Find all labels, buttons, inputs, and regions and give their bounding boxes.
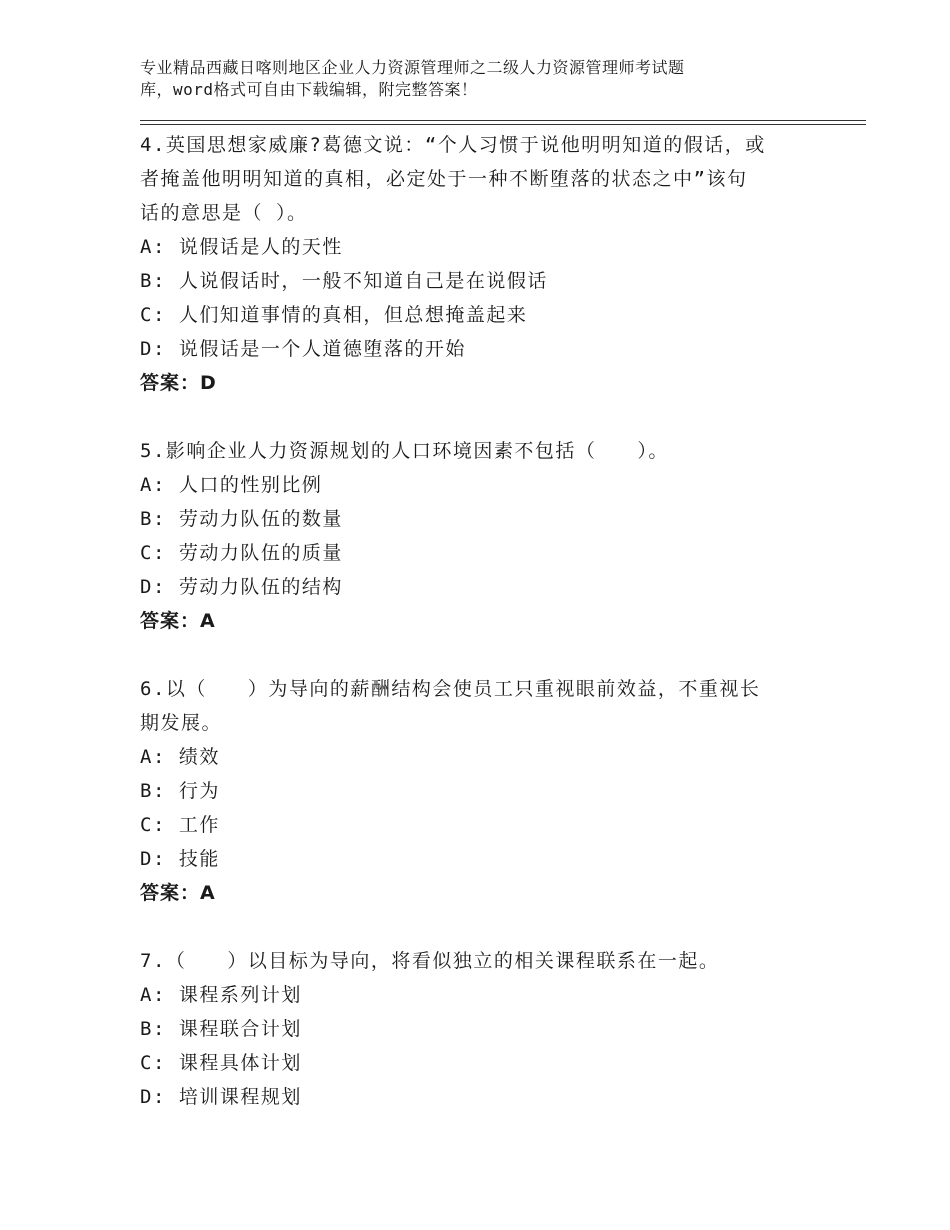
document-header: [140, 57, 780, 101]
option-d: D: 说假话是一个人道德堕落的开始: [140, 338, 466, 360]
question-stem-line: 7.（ ）以目标为导向，将看似独立的相关课程联系在一起。: [140, 950, 720, 972]
option-a: A: 课程系列计划: [140, 984, 302, 1006]
question-7: [140, 944, 820, 1114]
option-b: B: 劳动力队伍的数量: [140, 508, 343, 530]
question-5: [140, 434, 820, 638]
question-4: [140, 128, 820, 400]
option-a: A: 说假话是人的天性: [140, 236, 343, 258]
option-b: B: 人说假话时，一般不知道自己是在说假话: [140, 270, 548, 292]
option-b: B: 行为: [140, 780, 220, 802]
answer-label: 答案：A: [140, 882, 216, 904]
question-stem-line: 5.影响企业人力资源规划的人口环境因素不包括（ ）。: [140, 440, 669, 462]
header-rule-thick: [140, 124, 866, 125]
option-d: D: 劳动力队伍的结构: [140, 576, 343, 598]
spacer: [140, 910, 820, 944]
question-stem-line: 话的意思是（ ）。: [140, 202, 308, 224]
answer-label: 答案：D: [140, 372, 217, 394]
option-c: C: 劳动力队伍的质量: [140, 542, 343, 564]
option-c: C: 工作: [140, 814, 220, 836]
option-d: D: 培训课程规划: [140, 1086, 302, 1108]
question-stem-line: 4.英国思想家威廉?葛德文说：“个人习惯于说他明明知道的假话，或: [140, 134, 766, 156]
option-b: B: 课程联合计划: [140, 1018, 302, 1040]
header-line-2: 库，word格式可自由下载编辑，附完整答案！: [140, 80, 478, 99]
question-stem-line: 6.以（ ）为导向的薪酬结构会使员工只重视眼前效益，不重视长: [140, 678, 761, 700]
answer-label: 答案：A: [140, 610, 216, 632]
header-line-1: 专业精品西藏日喀则地区企业人力资源管理师之二级人力资源管理师考试题: [140, 58, 685, 77]
option-c: C: 课程具体计划: [140, 1052, 302, 1074]
option-a: A: 人口的性别比例: [140, 474, 323, 496]
option-a: A: 绩效: [140, 746, 220, 768]
question-stem-line: 期发展。: [140, 712, 223, 734]
question-list: [140, 128, 820, 1114]
header-rule-thin: [140, 120, 866, 121]
question-stem-line: 者掩盖他明明知道的真相，必定处于一种不断堕落的状态之中”该句: [140, 168, 748, 190]
option-c: C: 人们知道事情的真相，但总想掩盖起来: [140, 304, 528, 326]
option-d: D: 技能: [140, 848, 220, 870]
question-6: [140, 672, 820, 910]
spacer: [140, 638, 820, 672]
spacer: [140, 400, 820, 434]
